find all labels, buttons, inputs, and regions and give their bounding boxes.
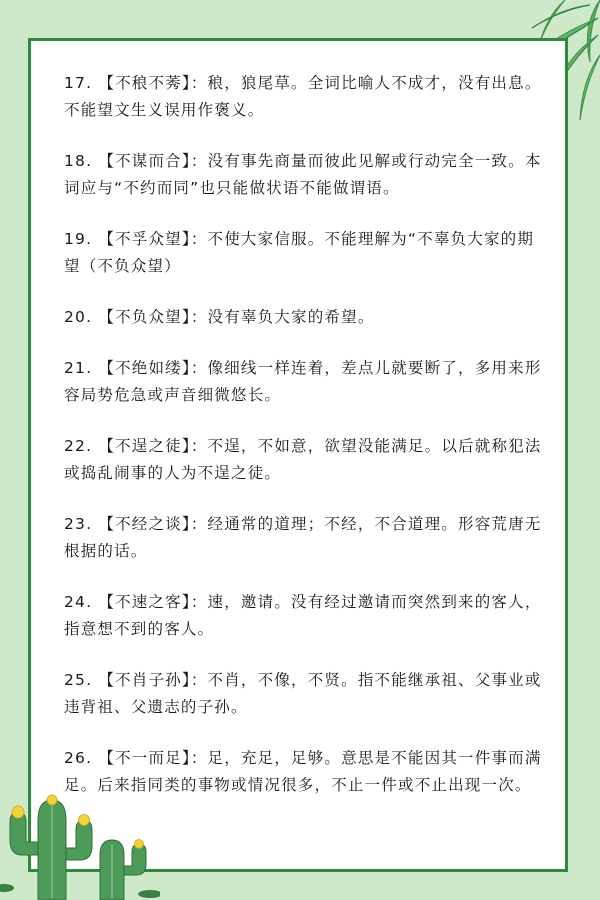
entry-item: 18. 【不谋而合】：没有事先商量而彼此见解或行动完全一致。本词应与“不约而同”也只能做状语不能做谓语。	[64, 152, 542, 197]
entry-item: 22. 【不逞之徒】：不逞，不如意，欲望没能满足。以后就称犯法或捣乱闹事的人为不逞之徒。	[64, 437, 542, 482]
entry-item: 23. 【不经之谈】：经通常的道理；不经，不合道理。形容荒唐无根据的话。	[64, 515, 542, 560]
entry-item: 26. 【不一而足】：足，充足，足够。意思是不能因其一件事而满足。后来指同类的事物或情况很多，不止一件或不止出现一次。	[64, 749, 542, 794]
entry-item: 19. 【不孚众望】：不使大家信服。不能理解为“不辜负大家的期望（不负众望）	[64, 230, 535, 275]
entry-item: 25. 【不肖子孙】：不肖，不像，不贤。指不能继承祖、父事业或违背祖、父遗志的子孙。	[64, 671, 542, 716]
entry-item: 20. 【不负众望】：没有辜负大家的希望。	[64, 308, 375, 326]
entry-item: 17. 【不稂不莠】：稂，狼尾草。全词比喻人不成才，没有出息。不能望文生义误用作褒义。	[64, 74, 542, 119]
entry-list	[64, 70, 544, 823]
cactus-decoration	[0, 760, 160, 900]
entry-item: 24. 【不速之客】：速，邀请。没有经过邀请而突然到来的客人，指意想不到的客人。	[64, 593, 542, 638]
entry-item: 21. 【不绝如缕】：像细线一样连着，差点儿就要断了，多用来形容局势危急或声音细微悠长。	[64, 359, 542, 404]
